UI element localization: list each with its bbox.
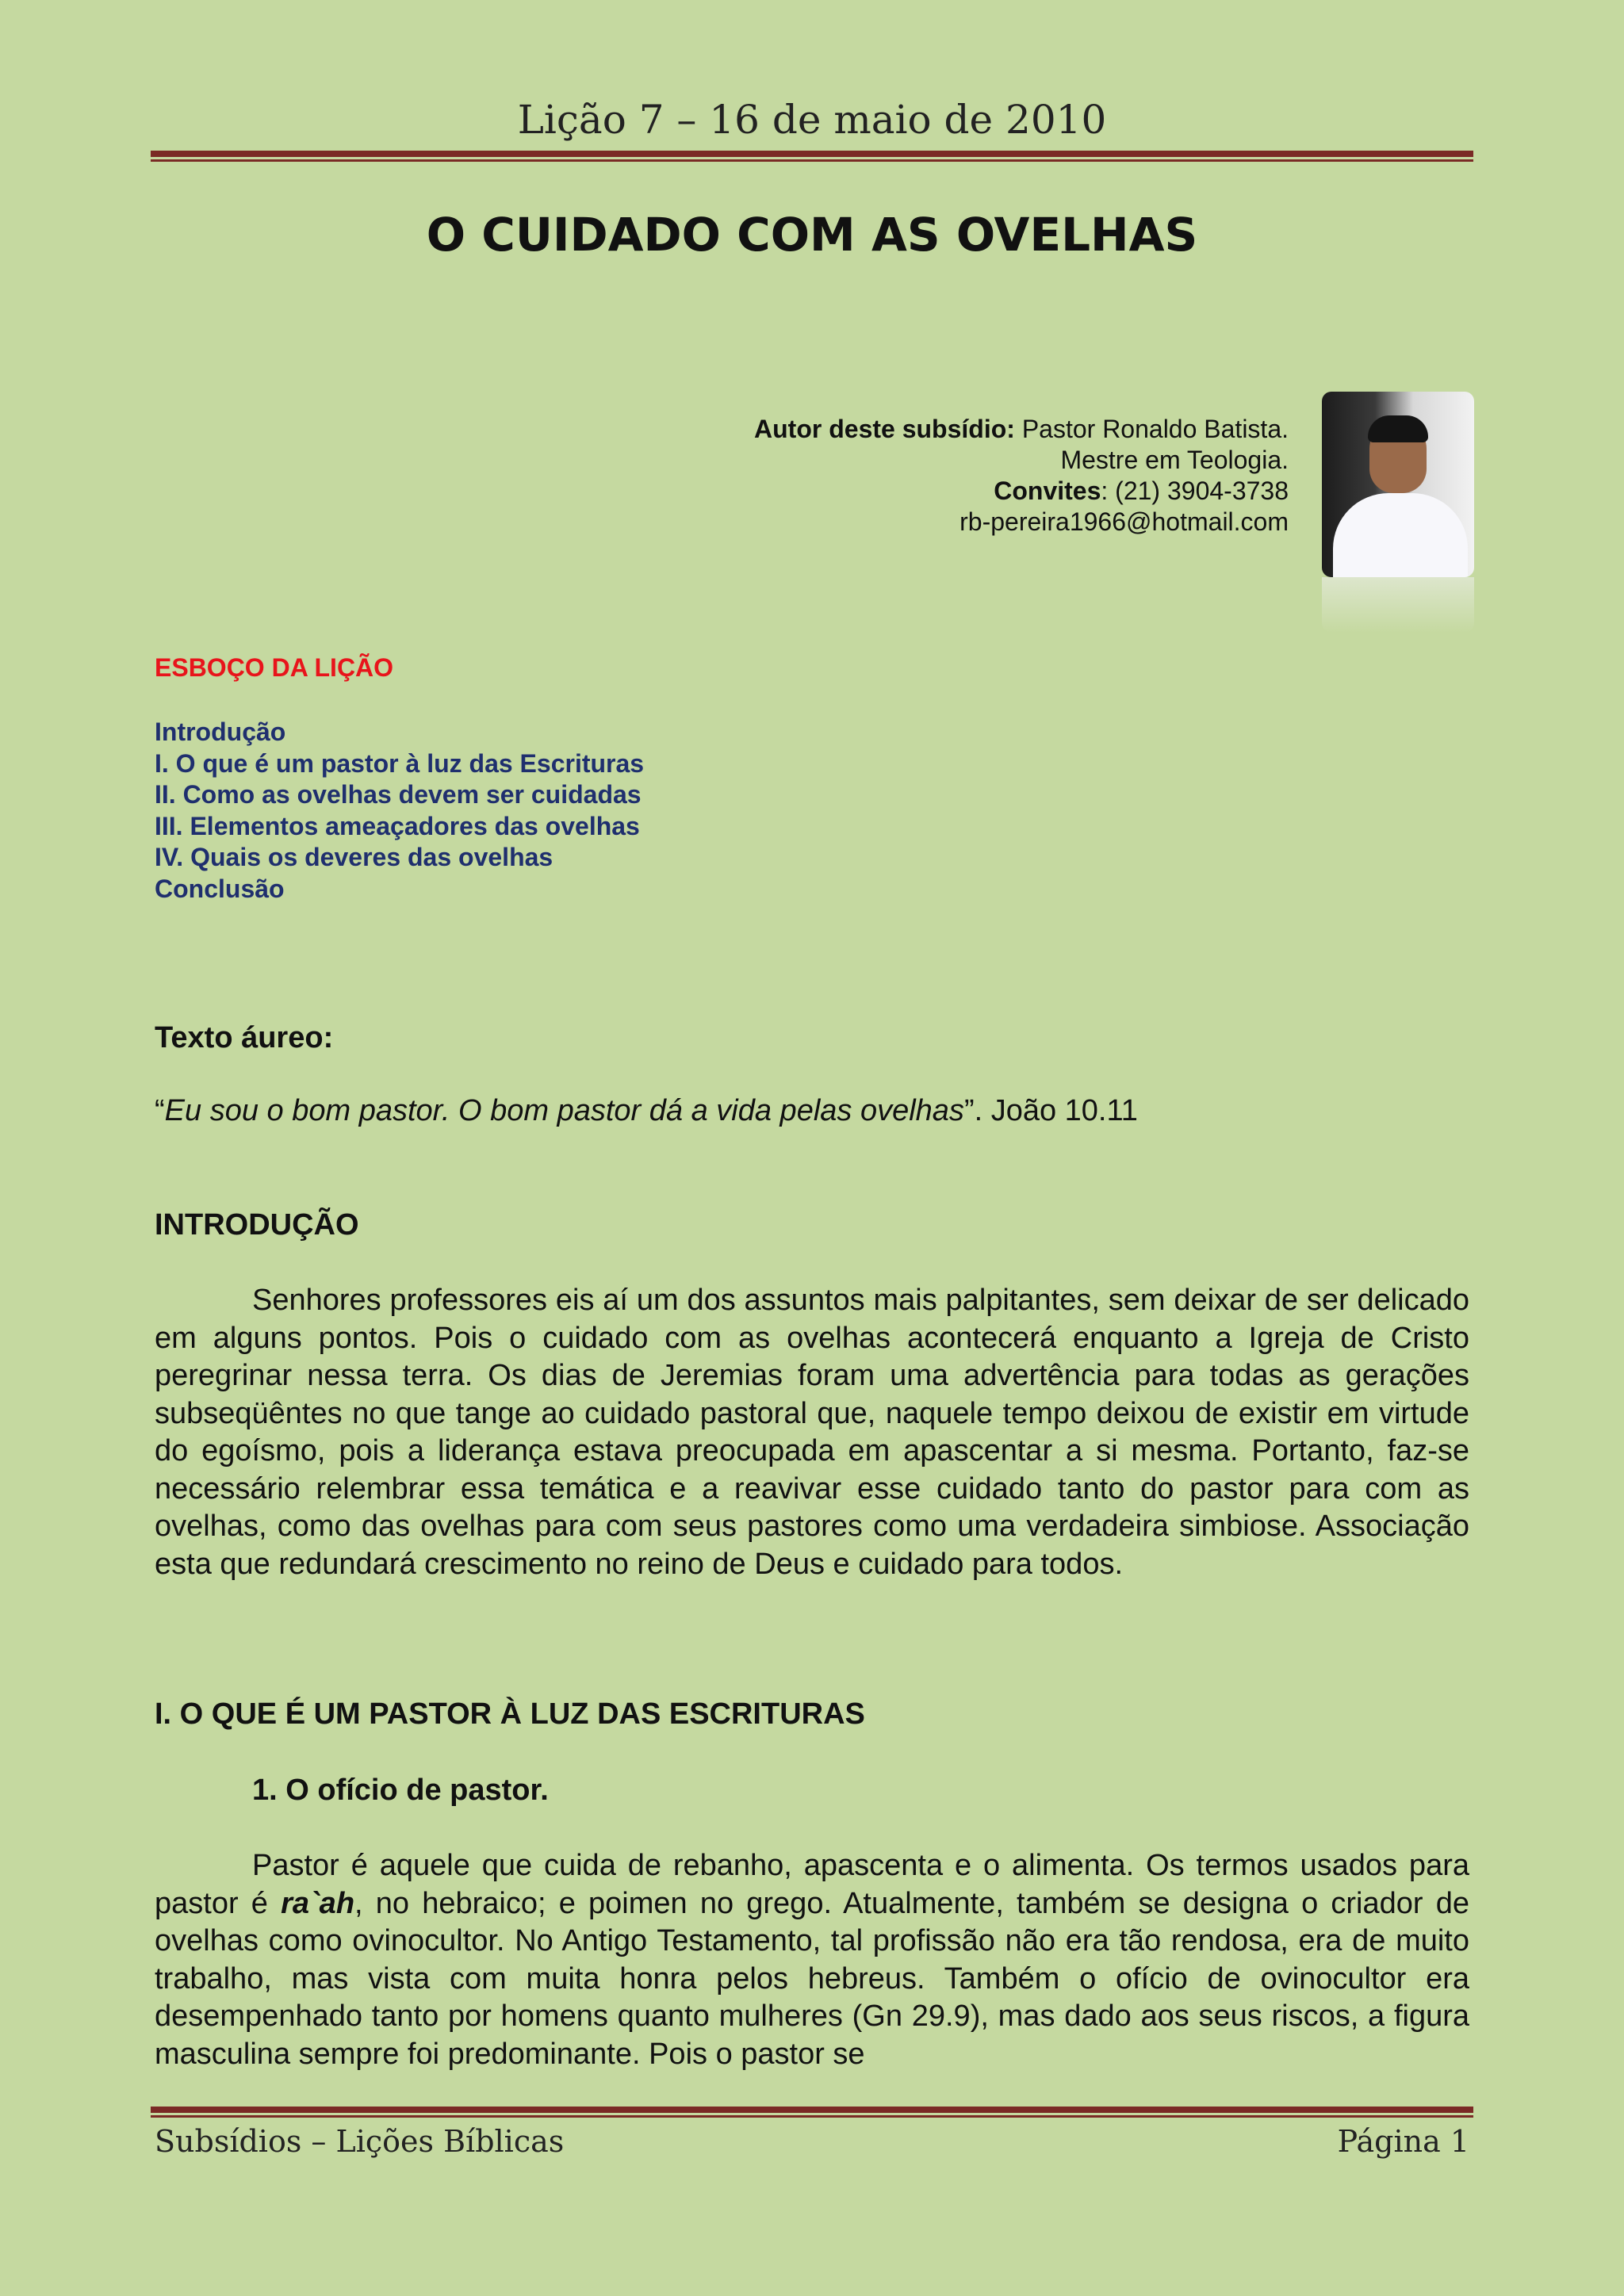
- page-header: Lição 7 – 16 de maio de 2010: [517, 97, 1107, 143]
- author-photo: [1322, 392, 1474, 633]
- invites-label: Convites: [994, 476, 1101, 505]
- outline-item: Introdução: [155, 718, 286, 746]
- outline-heading: ESBOÇO DA LIÇÃO: [155, 653, 394, 682]
- footer-divider: [151, 2107, 1473, 2118]
- verse-reference: ”. João 10.11: [963, 1094, 1138, 1127]
- section1-heading: I. O QUE É UM PASTOR À LUZ DAS ESCRITURAS: [155, 1697, 865, 1731]
- author-degree: Mestre em Teologia.: [1060, 446, 1289, 474]
- footer-title: Subsídios – Lições Bíblicas: [155, 2124, 565, 2159]
- introduction-paragraph: Senhores professores eis aí um dos assuntos mais palpitantes, sem deixar de ser delicado em alguns pontos. Pois o cuidado com as ovelhas acontecerá enquanto a Igreja de Cristo peregrinar nessa terra. Os dias de Jeremias foram uma advertência para todas as gerações subseqüêntes no que tange ao cuidado pastoral que, naquele tempo deixou de existir em virtude do egoísmo, pois a liderança estava preocupada em apascentar a si mesma. Portanto, faz-se necessário relembrar essa temática e a reavivar esse cuidado tanto do pastor para com as ovelhas, como das ovelhas para com seus pastores como uma verdadeira simbiose. Associação esta que redundará crescimento no reino de Deus e cuidado para todos.: [155, 1284, 1469, 1581]
- outline-item: Conclusão: [155, 874, 285, 903]
- golden-text-heading: Texto áureo:: [155, 1021, 334, 1054]
- author-label: Autor deste subsídio:: [754, 415, 1015, 443]
- section1-subheading: 1. O ofício de pastor.: [252, 1774, 549, 1807]
- section1-paragraph: Pastor é aquele que cuida de rebanho, apascenta e o alimenta. Os termos usados para pastor é ra`ah, no hebraico; e poimen no grego. Atualmente, também se designa o criador de ovelhas como ovinocultor. No Antigo Testamento, tal profissão não era tão rendosa, era de muito trabalho, mas vista com muita honra pelos hebreus. Também o ofício de ovinocultor era desempenhado tanto por homens quanto mulheres (Gn 29.9), mas dado aos seus riscos, a figura masculina sempre foi predominante. Pois o pastor se: [155, 1849, 1469, 2071]
- outline-item: IV. Quais os deveres das ovelhas: [155, 843, 553, 871]
- document-title: O CUIDADO COM AS OVELHAS: [426, 208, 1198, 262]
- header-divider: [151, 151, 1473, 162]
- golden-text-verse: “Eu sou o bom pastor. O bom pastor dá a vida pelas ovelhas”. João 10.11: [155, 1094, 1138, 1127]
- hebrew-term: ra`ah: [281, 1886, 355, 1920]
- page-number: Página 1: [1337, 2124, 1469, 2159]
- verse-text: Eu sou o bom pastor. O bom pastor dá a vida pelas ovelhas: [164, 1094, 964, 1127]
- introduction-heading: INTRODUÇÃO: [155, 1208, 359, 1242]
- outline-item: I. O que é um pastor à luz das Escrituras: [155, 748, 645, 778]
- outline-list: [155, 717, 644, 905]
- author-block: [754, 414, 1289, 538]
- outline-item: II. Como as ovelhas devem ser cuidadas: [155, 780, 642, 809]
- invites-phone: : (21) 3904-3738: [1101, 476, 1289, 505]
- author-email: rb-pereira1966@hotmail.com: [959, 507, 1289, 536]
- outline-item: III. Elementos ameaçadores das ovelhas: [155, 811, 640, 840]
- author-name: Pastor Ronaldo Batista.: [1014, 415, 1289, 443]
